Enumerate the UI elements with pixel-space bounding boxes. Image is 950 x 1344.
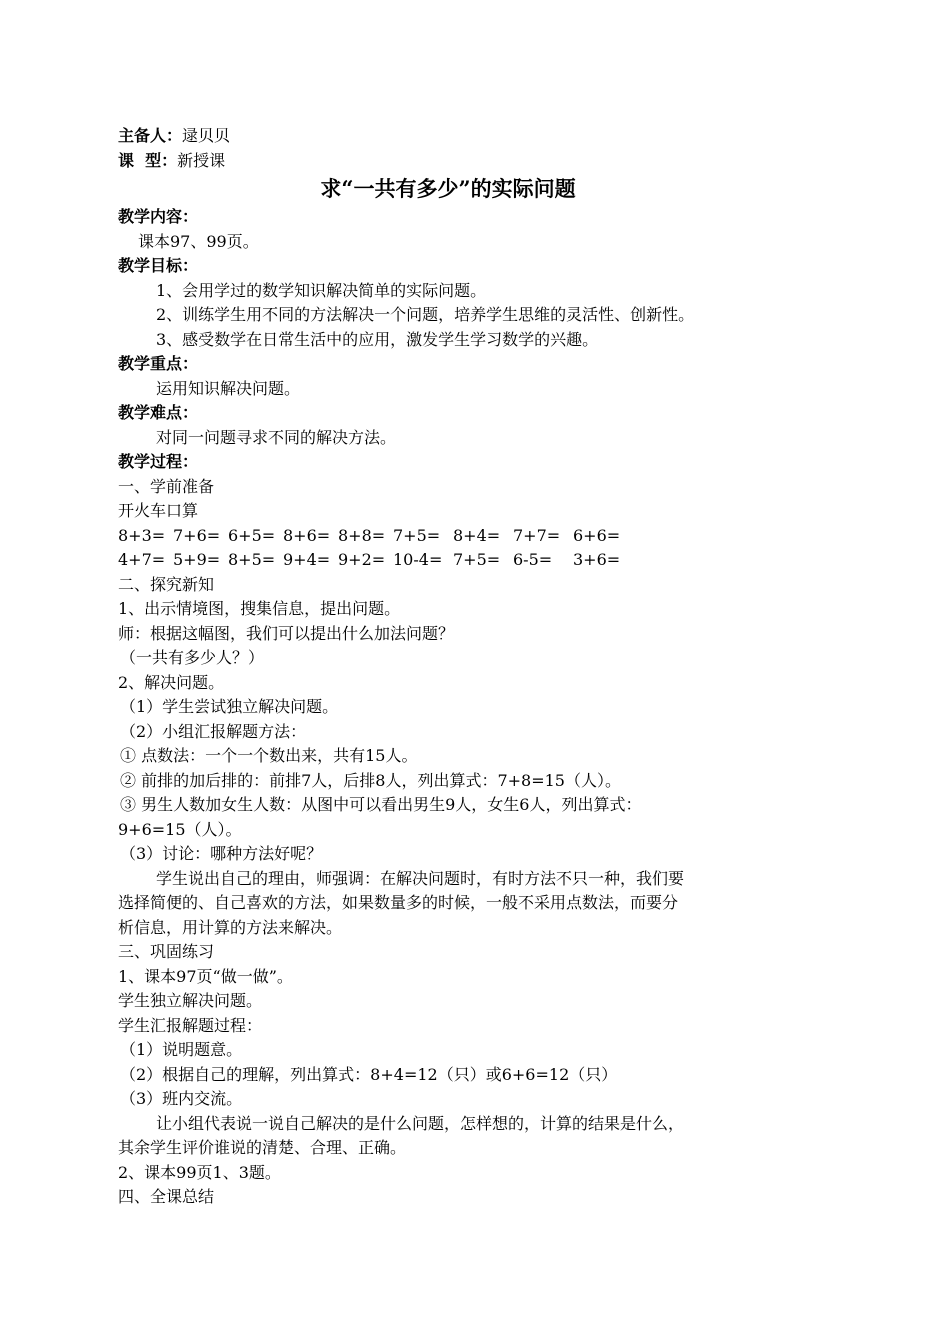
lesson-type-line (118, 149, 778, 174)
math-row-1 (118, 524, 778, 549)
math-item: 8+4= (453, 525, 501, 545)
math-item: 7+5= (393, 525, 441, 545)
paragraph-line: 选择简便的、自己喜欢的方法，如果数量多的时候，一般不采用点数法，而要分 (118, 893, 679, 912)
paragraph-line: 让小组代表说一说自己解决的是什么问题，怎样想的，计算的结果是什么， (156, 1113, 685, 1133)
goal-item: 2、训练学生用不同的方法解决一个问题，培养学生思维的灵活性、创新性。 (156, 305, 695, 324)
process-line: （3）讨论：哪种方法好呢？ (120, 844, 323, 863)
math-item: 9+2= (338, 550, 386, 569)
document-page (118, 124, 778, 1210)
process-heading: 教学过程： (118, 452, 199, 471)
math-item: 7+5= (453, 550, 501, 569)
process-line: （3）班内交流。 (120, 1089, 243, 1108)
math-item: 7+7= (513, 525, 561, 545)
math-item: 8+3= (118, 525, 166, 545)
math-item: 5+9= (173, 550, 221, 569)
math-item: 6+5= (228, 525, 276, 545)
key-point-heading: 教学重点： (118, 354, 199, 373)
process-line: 1、出示情境图，搜集信息，提出问题。 (118, 599, 401, 618)
paragraph-line: 析信息，用计算的方法来解决。 (118, 917, 343, 937)
process-line: 2、课本99页1、3题。 (118, 1162, 281, 1182)
paragraph-line: 学生说出自己的理由，师强调：在解决问题时，有时方法不只一种，我们要 (156, 868, 685, 888)
lesson-type-label: 课 型： (118, 150, 178, 170)
content-heading: 教学内容： (118, 207, 199, 226)
goal-item: 1、会用学过的数学知识解决简单的实际问题。 (156, 280, 487, 300)
section-heading: 四、全课总结 (118, 1187, 215, 1206)
section-heading: 三、巩固练习 (118, 942, 215, 961)
paragraph-line: 其余学生评价谁说的清楚、合理、正确。 (118, 1138, 407, 1157)
oral-calc-label: 开火车口算 (118, 501, 199, 520)
preparer-line (118, 124, 778, 149)
method-item: ② 前排的加后排的：前排7人，后排8人，列出算式：7+8=15（人）。 (120, 770, 621, 790)
goals-heading: 教学目标： (118, 256, 199, 275)
process-line: （1）说明题意。 (120, 1040, 243, 1059)
method-item: ① 点数法：一个一个数出来，共有15人。 (120, 746, 418, 765)
content-text: 课本97、99页。 (138, 231, 259, 251)
method-item-continued: 9+6=15（人）。 (118, 819, 242, 839)
math-item: 8+8= (338, 525, 386, 545)
difficulty-text: 对同一问题寻求不同的解决方法。 (156, 427, 397, 447)
math-item: 9+4= (283, 550, 331, 569)
math-item: 4+7= (118, 550, 166, 569)
lesson-type-value: 新授课 (177, 150, 226, 170)
math-item: 10-4= (393, 550, 443, 569)
process-line: 1、课本97页“做一做”。 (118, 966, 293, 986)
section-heading: 二、探究新知 (118, 574, 215, 594)
process-line: 师：根据这幅图，我们可以提出什么加法问题？ (118, 623, 455, 643)
process-line: （一共有多少人？） (120, 648, 265, 667)
process-line: 2、解决问题。 (118, 672, 225, 692)
math-item: 8+5= (228, 550, 276, 569)
process-line: （1）学生尝试独立解决问题。 (120, 697, 339, 716)
goal-item: 3、感受数学在日常生活中的应用，激发学生学习数学的兴趣。 (156, 329, 599, 349)
preparer-name: 逯贝贝 (182, 126, 231, 145)
preparer-label: 主备人： (118, 126, 183, 145)
process-line: 学生汇报解题过程： (118, 1015, 263, 1035)
key-point-text: 运用知识解决问题。 (156, 378, 301, 398)
process-line: 学生独立解决问题。 (118, 991, 263, 1010)
difficulty-heading: 教学难点： (118, 403, 199, 422)
process-line: （2）根据自己的理解，列出算式：8+4=12（只）或6+6=12（只） (120, 1064, 618, 1084)
process-line: （2）小组汇报解题方法： (120, 721, 307, 741)
math-item: 6+6= (573, 525, 621, 545)
section-heading: 一、学前准备 (118, 476, 215, 496)
math-item: 6-5= (513, 550, 553, 569)
math-item: 8+6= (283, 525, 331, 545)
document-title: 求“一共有多少”的实际问题 (320, 176, 576, 201)
math-row-2 (118, 548, 778, 573)
math-item: 3+6= (573, 550, 621, 569)
method-item: ③ 男生人数加女生人数：从图中可以看出男生9人，女生6人，列出算式： (120, 795, 642, 814)
math-item: 7+6= (173, 525, 221, 545)
